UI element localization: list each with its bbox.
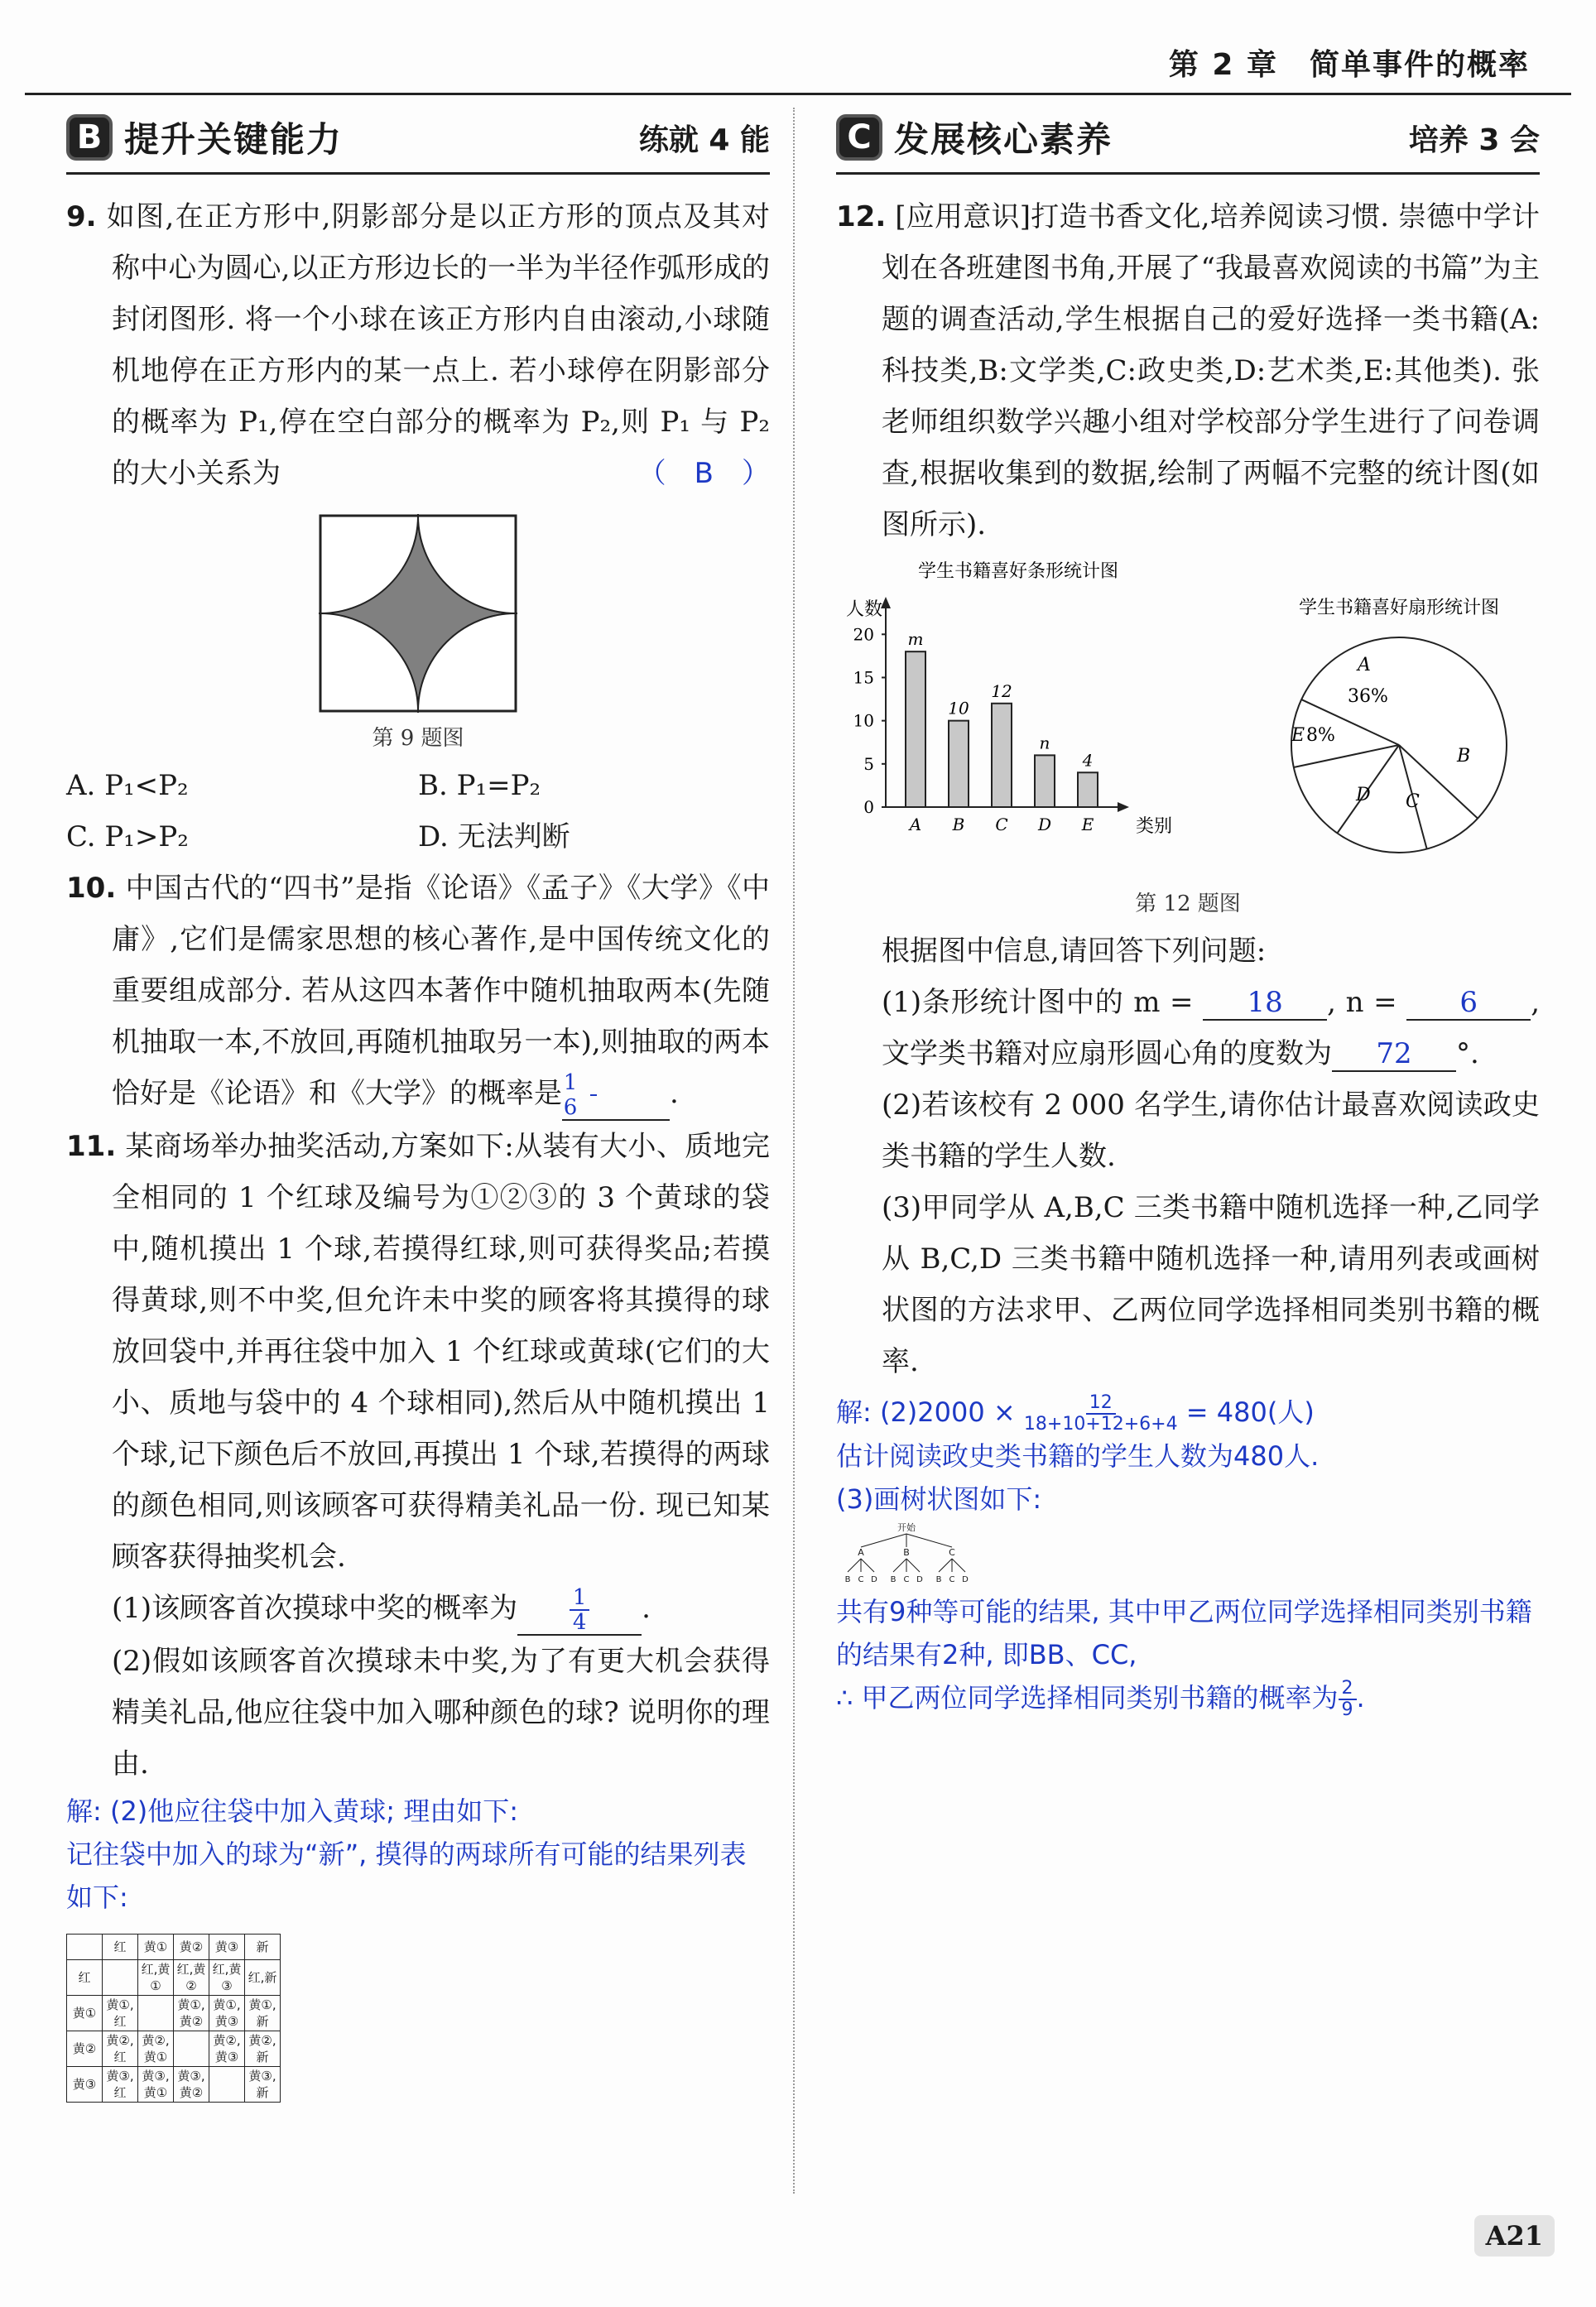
x-tick-label: C <box>995 815 1008 834</box>
column-divider <box>793 108 795 2194</box>
pie-slice-label: A <box>1358 655 1371 675</box>
q12-intro: 根据图中信息,请回答下列问题: <box>882 935 1267 968</box>
tree-branch <box>906 1559 920 1572</box>
tree-branch <box>952 1559 965 1572</box>
tree-root: 开始 <box>897 1522 916 1533</box>
chapter-header: 第 2 章 简单事件的概率 <box>1168 48 1530 82</box>
bar <box>992 704 1012 807</box>
bar-chart-title: 学生书籍喜好条形统计图 <box>917 561 1119 582</box>
q9-option-a: A. P₁<P₂ <box>66 769 189 802</box>
tree-node-level1: A <box>858 1547 864 1558</box>
bar-chart-ylabel: 人数 <box>846 599 883 620</box>
bar <box>1078 772 1098 807</box>
bar-data-label: 4 <box>1082 750 1094 771</box>
section-b-subtitle: 练就 4 能 <box>638 123 770 157</box>
tree-node-level2: C <box>949 1575 955 1584</box>
q12-solution-estimate: 估计阅读政史类书籍的学生人数为480人. <box>836 1440 1320 1472</box>
y-tick-label: 10 <box>853 710 874 731</box>
x-tick-label: D <box>1037 815 1052 834</box>
q11-solution-line2: 记往袋中加入的球为“新”, 摸得的两球所有可能的结果列表如下: <box>66 1838 747 1913</box>
left-column <box>66 108 770 2103</box>
pie-slice-value: 36% <box>1348 686 1388 707</box>
q12-pie-chart <box>1258 592 1540 865</box>
q9-shaded-square <box>319 514 517 713</box>
question-11 <box>66 1121 770 2103</box>
y-tick-label: 15 <box>853 667 874 688</box>
q12-part2: (2)若该校有 2 000 名学生,请你估计最喜欢阅读政史类书籍的学生人数. <box>882 1089 1540 1173</box>
bar-chart-xlabel: 类别 <box>1136 816 1173 837</box>
question-12 <box>836 191 1540 1720</box>
x-tick-label: E <box>1081 815 1094 834</box>
x-axis-arrow <box>1118 802 1129 812</box>
tree-branch <box>861 1559 874 1572</box>
section-c-badge: C <box>836 114 882 161</box>
table-header-row: 红 黄① 黄② 黄③ 新 <box>67 1935 281 1960</box>
x-tick-label: A <box>909 815 922 834</box>
table-row: 黄① 黄①,红 黄①,黄② 黄①,黄③ 黄①,新 <box>67 1996 281 2031</box>
tree-node-level2: C <box>903 1575 910 1584</box>
tree-node-level2: B <box>935 1575 942 1584</box>
tree-node-level2: B <box>890 1575 897 1584</box>
q12-n-answer: 6 <box>1406 986 1531 1021</box>
right-column <box>836 108 1540 1720</box>
section-b-badge: B <box>66 114 113 161</box>
pie-slice-label: B <box>1457 746 1471 767</box>
q12-part3: (3)甲同学从 A,B,C 三类书籍中随机选择一种,乙同学从 B,C,D 三类书籍中随机选择一种,请用列表或画树状图的方法求甲、乙两位同学选择相同类别书籍的概率. <box>882 1191 1540 1378</box>
section-c-subtitle: 培养 3 会 <box>1408 123 1540 157</box>
y-tick-label: 20 <box>853 624 874 645</box>
pie-slice-value: 8% <box>1306 725 1335 746</box>
tree-branch <box>848 1559 861 1572</box>
q12-tree-diagram <box>836 1521 977 1587</box>
q9-text: 9. 如图,在正方形中,阴影部分是以正方形的顶点及其对称中心为圆心,以正方形边长的一半为半径作弧形成的封闭图形. 将一个小球在该正方形内自由滚动,小球随机地停在正方形内的某一点上. 若小球停在阴影部分的概率为 P₁,停在空白部分的概率为 P₂,则 P₁ 与 P₂ 的大小关系为 （ B ） <box>66 191 770 499</box>
question-9 <box>66 191 770 863</box>
q9-option-d: D. 无法判断 <box>418 820 570 853</box>
tree-branch <box>906 1534 952 1547</box>
tree-node-level2: B <box>844 1575 851 1584</box>
page-number: A21 <box>1474 2215 1555 2257</box>
q12-text: 12. [应用意识]打造书香文化,培养阅读习惯. 崇德中学计划在各班建图书角,开展了“我最喜欢阅读的书篇”为主题的调查活动,学生根据自己的爱好选择一类书籍(A:科技类,B:文学类,C:政史类,D:艺术类,E:其他类). 张老师组织数学兴趣小组对学校部分学生进行了问卷调查,根据收集到的数据,绘制了两幅不完整的统计图(如图所示). <box>836 200 1541 541</box>
tree-node-level2: C <box>858 1575 864 1584</box>
tree-node-level2: D <box>871 1575 877 1584</box>
q12-solution-calc: 解: (2)2000 × $\frac{12}{18+10+12+6+4}$ = 480(人) <box>836 1392 1315 1435</box>
q9-answer: （ B ） <box>637 457 770 490</box>
pie-slice-label: E <box>1291 725 1305 746</box>
q12-tag: [应用意识] <box>895 200 1031 233</box>
q11-solution-line1: 解: (2)他应往袋中加入黄球; 理由如下: <box>66 1795 519 1827</box>
q9-options <box>66 760 770 863</box>
q9-figure <box>66 514 770 752</box>
question-10 <box>66 863 770 1121</box>
q9-caption: 第 9 题图 <box>372 726 464 751</box>
tree-node-level2: D <box>916 1575 923 1584</box>
q12-m-answer: 18 <box>1203 986 1327 1021</box>
tree-node-level1: B <box>903 1547 910 1558</box>
q9-option-c: C. P₁>P₂ <box>66 820 189 853</box>
q11-part1: (1)该顾客首次摸球中奖的概率为 $\frac{1}{4}$ . <box>112 1585 651 1635</box>
section-b-title: 提升关键能力 <box>124 119 344 160</box>
pie-chart-title: 学生书籍喜好扇形统计图 <box>1298 598 1500 618</box>
q12-degree-answer: 72 <box>1332 1037 1456 1072</box>
table-row: 红 红,黄① 红,黄② 红,黄③ 红,新 <box>67 1960 281 1996</box>
section-b-header <box>66 108 770 175</box>
bar <box>1035 755 1055 807</box>
tree-node-level1: C <box>949 1547 955 1558</box>
q12-solution-tree-intro: (3)画树状图如下: <box>836 1483 1042 1515</box>
x-tick-label: B <box>952 815 965 834</box>
bar-data-label: n <box>1039 733 1050 753</box>
q10-text: 10. 中国古代的“四书”是指《论语》《孟子》《大学》《中庸》,它们是儒家思想的核心著作,是中国传统文化的重要组成部分. 若从这四本著作中随机抽取两本(先随机抽取一本,不放回,再随机抽取另一本),则抽取的两本恰好是《论语》和《大学》的概率是 $\frac{1}{6}$ . <box>66 872 770 1120</box>
section-c-title: 发展核心素养 <box>894 119 1113 160</box>
table-row: 黄③ 黄③,红 黄③,黄① 黄③,黄② 黄③,新 <box>67 2067 281 2103</box>
pie-slice-label: D <box>1356 785 1371 805</box>
bar-data-label: m <box>907 629 924 650</box>
q12-figures <box>836 559 1540 882</box>
q11-part2: (2)假如该顾客首次摸球未中奖,为了有更大机会获得精美礼品,他应往袋中加入哪种颜色的球? 说明你的理由. <box>112 1645 770 1781</box>
bar-data-label: 10 <box>948 698 969 719</box>
table-row: 黄② 黄②,红 黄②,黄① 黄②,黄③ 黄②,新 <box>67 2031 281 2067</box>
q12-solution-probability: ∴ 甲乙两位同学选择相同类别书籍的概率为 $\frac{2}{9}$ . <box>836 1678 1365 1720</box>
pie-slice-label: C <box>1406 791 1420 812</box>
q12-bar-chart <box>836 559 1184 882</box>
header-rule <box>25 93 1571 95</box>
q9-option-b: B. P₁=P₂ <box>418 769 541 802</box>
q12-caption: 第 12 题图 <box>1135 892 1241 916</box>
q12-solution-outcomes: 共有9种等可能的结果, 其中甲乙两位同学选择相同类别书籍的结果有2种, 即BB、CC, <box>836 1596 1532 1670</box>
tree-branch <box>861 1534 906 1547</box>
y-tick-label: 0 <box>863 797 874 817</box>
bar <box>949 721 969 807</box>
q12-part1: (1)条形统计图中的 m = 18 , n = 6 ,文学类书籍对应扇形圆心角的度数为 72 °. <box>882 986 1541 1070</box>
y-tick-label: 5 <box>863 753 874 774</box>
tree-branch <box>893 1559 906 1572</box>
bar-data-label: 12 <box>991 680 1012 701</box>
section-c-header <box>836 108 1540 175</box>
q11-text: 11. 某商场举办抽奖活动,方案如下:从装有大小、质地完全相同的 1 个红球及编号为①②③的 3 个黄球的袋中,随机摸出 1 个球,若摸得红球,则可获得奖品;若摸得黄球,则不中奖,但允许未中奖的顾客将其摸得的球放回袋中,并再往袋中加入 1 个红球或黄球(它们的大小、质地与袋中的 4 个球相同),然后从中随机摸出 1 个球,记下颜色后不放回,再摸出 1 个球,若摸得的两球的颜色相同,则该顾客可获得精美礼品一份. 现已知某顾客获得抽奖机会. <box>66 1130 770 1574</box>
q11-result-table <box>66 1934 281 2103</box>
q11-answer: $\frac{1}{4}$ <box>517 1586 642 1636</box>
q10-answer: $\frac{1}{6}$ <box>562 1071 670 1121</box>
tree-node-level2: D <box>962 1575 969 1584</box>
bar <box>906 651 925 807</box>
tree-branch <box>939 1559 952 1572</box>
